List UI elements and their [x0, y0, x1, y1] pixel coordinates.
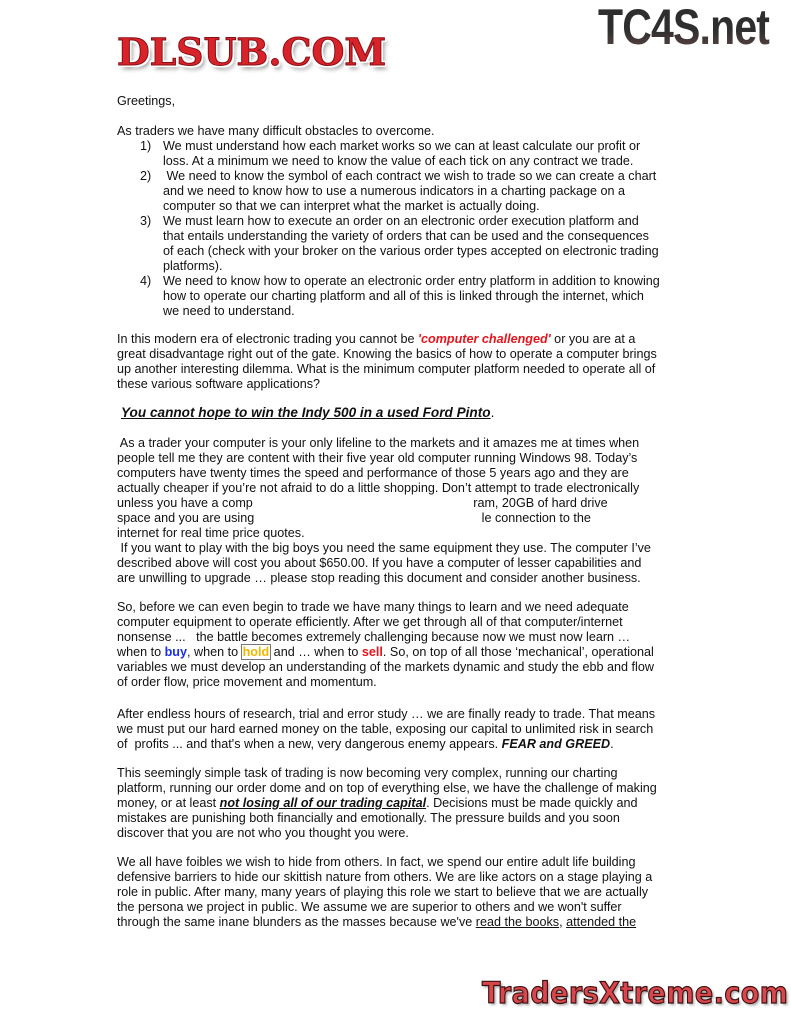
paragraph-line	[117, 332, 717, 347]
text-run: these various software applications?	[117, 377, 321, 391]
text-run: So, before we can even begin to trade we have many things to learn and we need adequate	[117, 600, 629, 614]
text-run: We all have foibles we wish to hide from others. In fact, we spend our entire adult life building	[117, 855, 636, 869]
list-item-text: and we need to know how to use a numerous indicators in a charting package on a	[163, 184, 626, 198]
greeting: Greetings,	[117, 94, 176, 108]
paragraph-line	[117, 796, 717, 811]
text-run: mistakes are punishing both financially and emotionally. The pressure builds and you soon	[117, 811, 620, 825]
paragraph	[117, 436, 717, 586]
paragraph-line	[117, 900, 717, 915]
text-run: up another interesting dilemma. What is the minimum computer platform needed to operate all of	[117, 362, 656, 376]
obstacle-list	[117, 139, 717, 319]
list-item-text: We must learn how to execute an order on an electronic order execution platform and	[163, 214, 639, 228]
emphasis-hold: hold	[242, 645, 270, 659]
list-item-line	[117, 229, 717, 244]
list-item-line	[117, 154, 717, 169]
text-run: people tell me they are content with their five year old computer running Windows 98. Today’s	[117, 451, 638, 465]
list-item-line	[117, 304, 717, 319]
paragraph-line	[117, 466, 717, 481]
list-item-text: of each (check with your broker on the various order types accepted on electronic trading	[163, 244, 659, 258]
list-item-text: how to operate our charting platform and all of this is linked through the internet, which	[163, 289, 644, 303]
text-run: great disadvantage right out of the gate. Knowing the basics of how to operate a computer brings	[117, 347, 657, 361]
emphasis-sell: sell	[361, 645, 383, 659]
watermark-tradersxtreme: TradersXtreme.com	[482, 976, 789, 1010]
text-run: computer equipment to operate efficiently. After we get through all of that computer/internet	[117, 615, 623, 629]
watermark-tc4s: TC4S.net	[598, 0, 770, 55]
paragraph-line	[117, 707, 717, 722]
text-run: As a trader your computer is your only lifeline to the markets and it amazes me at times when	[117, 436, 640, 450]
emphasis-bi: FEAR and GREED	[501, 737, 611, 751]
heading-text: You cannot hope to win the Indy 500 in a used Ford Pinto	[121, 405, 491, 420]
emphasis-u: read the books	[475, 915, 560, 929]
emphasis-biu: not losing all of our trading capital	[219, 796, 427, 810]
paragraph-line	[117, 615, 717, 630]
list-item-text: We need to know the symbol of each contract we wish to trade so we can create a chart	[163, 169, 657, 183]
text-run: of order flow, price movement and momentum.	[117, 675, 377, 689]
text-run: money, or at least	[117, 796, 220, 810]
intro-line: As traders we have many difficult obstacles to overcome.	[117, 124, 435, 138]
text-run: computers have twenty times the speed and performance of those 5 years ago and they are	[117, 466, 629, 480]
paragraph-line	[117, 870, 717, 885]
text-run: actually cheaper if you’re not afraid to do a little shopping. Don’t attempt to trade electronically	[117, 481, 640, 495]
emphasis-buy: buy	[164, 645, 187, 659]
text-run: nonsense ... the battle becomes extremely challenging because now we must now learn …	[117, 630, 631, 644]
list-item-line	[117, 184, 717, 199]
list-item-line	[117, 289, 717, 304]
paragraph	[117, 707, 717, 752]
text-run: In this modern era of electronic trading you cannot be	[117, 332, 419, 346]
paragraph-line	[117, 811, 717, 826]
paragraph-line	[117, 496, 717, 511]
paragraph	[117, 766, 717, 841]
list-item-text: we need to understand.	[163, 304, 295, 318]
paragraph	[117, 332, 717, 392]
paragraph-line	[117, 541, 717, 556]
paragraph	[117, 855, 717, 930]
text-run: internet for real time price quotes.	[117, 526, 305, 540]
paragraph-line	[117, 645, 717, 660]
paragraph-line	[117, 600, 717, 615]
heading-period: .	[490, 405, 495, 420]
text-run: and … when to	[270, 645, 362, 659]
text-run: . Decisions must be made quickly and	[426, 796, 638, 810]
paragraph-line	[117, 526, 717, 541]
paragraph-line	[117, 347, 717, 362]
text-run: the persona we project in public. We assume we are superior to others and we won't suffer	[117, 900, 622, 914]
text-run: discover that you are not who you thought you were.	[117, 826, 409, 840]
text-run: described above will cost you about $650.00. If you have a computer of lesser capabilities and	[117, 556, 642, 570]
list-item-text: platforms).	[163, 259, 223, 273]
paragraph-line	[117, 481, 717, 496]
paragraph-line	[117, 660, 717, 675]
list-number: 3)	[140, 214, 152, 228]
list-item-text: We need to know how to operate an electronic order entry platform in addition to knowing	[163, 274, 660, 288]
paragraph-line	[117, 737, 717, 752]
paragraph-line	[117, 511, 717, 526]
list-number: 2)	[140, 169, 152, 183]
text-run: After endless hours of research, trial and error study … we are finally ready to trade. That means	[117, 707, 656, 721]
list-number: 4)	[140, 274, 152, 288]
list-item-line	[117, 199, 717, 214]
paragraph-line	[117, 571, 717, 586]
list-item-text: We must understand how each market works so we can at least calculate our profit or	[163, 139, 641, 153]
paragraph-line	[117, 766, 717, 781]
paragraph-line	[117, 781, 717, 796]
paragraph-line	[117, 675, 717, 690]
paragraph-line	[117, 915, 717, 930]
list-item-text: that entails understanding the variety of orders that can be used and the consequences	[163, 229, 649, 243]
list-number: 1)	[140, 139, 152, 153]
paragraph-line	[117, 377, 717, 392]
text-run: role in public. After many, many years of playing this role we start to believe that we are actually	[117, 885, 649, 899]
list-item-line	[117, 169, 717, 184]
text-run: .	[610, 737, 614, 751]
paragraph-line	[117, 451, 717, 466]
list-item-line	[117, 244, 717, 259]
text-run: of profits ... and that's when a new, very dangerous enemy appears.	[117, 737, 502, 751]
paragraph	[117, 600, 717, 690]
list-item-line	[117, 139, 717, 154]
text-run: variables we must develop an understanding of the markets dynamic and study the ebb and flow	[117, 660, 654, 674]
text-run: ,	[559, 915, 567, 929]
list-item-line	[117, 214, 717, 229]
list-item-line	[117, 259, 717, 274]
list-item-text: computer so that we can interpret what the market is actually doing.	[163, 199, 540, 213]
text-run: This seemingly simple task of trading is now becoming very complex, running our charting	[117, 766, 618, 780]
section-heading	[121, 405, 494, 420]
paragraph-line	[117, 855, 717, 870]
text-run: when to	[117, 645, 165, 659]
text-run: , when to	[187, 645, 242, 659]
text-run: through the same inane blunders as the masses because we've	[117, 915, 476, 929]
paragraph-line	[117, 885, 717, 900]
text-run: space and you are using le connection to the	[117, 511, 591, 525]
text-run: unless you have a comp ram, 20GB of hard drive	[117, 496, 608, 510]
list-item-text: loss. At a minimum we need to know the value of each tick on any contract we trade.	[163, 154, 634, 168]
paragraph-line	[117, 630, 717, 645]
text-run: defensive barriers to hide our skittish nature from others. We are like actors on a stage playing a	[117, 870, 653, 884]
watermark-dlsub: DLSUB.COM	[117, 30, 387, 74]
text-run: we must put our hard earned money on the table, exposing our capital to unlimited risk in search	[117, 722, 654, 736]
text-run: or you are at a	[550, 332, 636, 346]
paragraph-line	[117, 362, 717, 377]
paragraph-line	[117, 826, 717, 841]
paragraph-line	[117, 436, 717, 451]
text-run: . So, on top of all those ‘mechanical’, operational	[382, 645, 654, 659]
text-run: platform, running our order dome and on top of everything else, we have the challenge of making	[117, 781, 657, 795]
paragraph-line	[117, 722, 717, 737]
list-item-line	[117, 274, 717, 289]
paragraph-line	[117, 556, 717, 571]
emphasis-u: attended the	[566, 915, 637, 929]
emphasis-ri: 'computer challenged'	[418, 332, 551, 346]
text-run: If you want to play with the big boys you need the same equipment they use. The computer I’ve	[117, 541, 651, 555]
text-run: are unwilling to upgrade … please stop reading this document and consider another business.	[117, 571, 641, 585]
